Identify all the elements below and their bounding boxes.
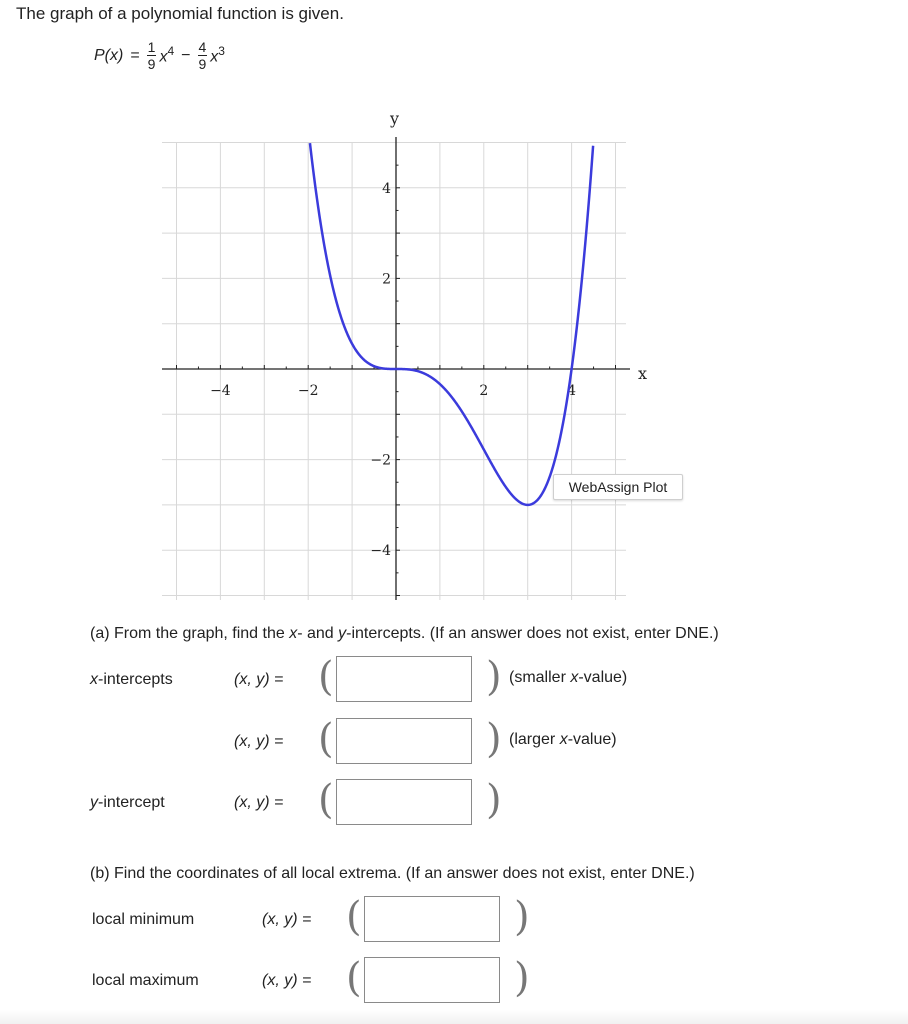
fraction-2-denominator: 9 bbox=[198, 56, 207, 72]
formula-power-4: 4 bbox=[167, 44, 175, 59]
x-tick-label: −2 bbox=[297, 383, 319, 399]
x-intercepts-label-text: -intercepts bbox=[98, 671, 173, 688]
x-tick-label: 2 bbox=[479, 383, 489, 399]
bottom-edge bbox=[0, 1010, 908, 1024]
close-paren-4: ) bbox=[514, 894, 530, 940]
fraction-1-denominator: 9 bbox=[147, 56, 156, 72]
xy-equals-label-2: (x, y) = bbox=[234, 733, 284, 750]
x-intercept-larger-input[interactable] bbox=[336, 718, 472, 764]
xy-equals-label-4: (x, y) = bbox=[262, 911, 312, 928]
open-paren-3: ( bbox=[318, 777, 334, 823]
part-a-var-x: x bbox=[289, 625, 298, 642]
fraction-2 bbox=[198, 40, 208, 71]
local-minimum-input[interactable] bbox=[364, 896, 500, 942]
part-a-suffix: -intercepts. (If an answer does not exist, enter DNE.) bbox=[346, 625, 719, 642]
part-a-prompt bbox=[90, 625, 719, 643]
formula-lhs: P(x) bbox=[94, 46, 124, 64]
y-tick-label: 4 bbox=[382, 180, 391, 197]
part-a-mid: - and bbox=[297, 625, 339, 642]
y-tick-label: −2 bbox=[370, 452, 391, 469]
formula-equals: = bbox=[130, 46, 140, 64]
close-paren-1: ) bbox=[486, 654, 502, 700]
xy-equals-label-3: (x, y) = bbox=[234, 794, 284, 811]
xy-equals-label-1: (x, y) = bbox=[234, 671, 284, 688]
x-tick-label: −4 bbox=[210, 383, 231, 399]
close-paren-2: ) bbox=[486, 716, 502, 762]
note-larger-x-value bbox=[509, 731, 617, 749]
question-intro: The graph of a polynomial function is given. bbox=[16, 4, 344, 23]
close-paren-3: ) bbox=[486, 777, 502, 823]
webassign-plot-tooltip: WebAssign Plot bbox=[553, 474, 683, 500]
x-intercepts-label-var: x bbox=[90, 671, 98, 688]
x-tick-label: 4 bbox=[567, 383, 577, 399]
part-a-var-y: y bbox=[338, 625, 347, 642]
formula-power-3: 3 bbox=[218, 44, 225, 59]
formula-x-1: x bbox=[159, 48, 168, 66]
open-paren-5: ( bbox=[346, 955, 362, 1001]
x-intercept-smaller-input[interactable] bbox=[336, 656, 472, 702]
note-smaller-var: x bbox=[570, 669, 579, 686]
x-intercepts-label bbox=[90, 671, 173, 689]
formula-minus: − bbox=[181, 46, 191, 64]
close-paren-5: ) bbox=[514, 955, 530, 1001]
local-maximum-label: local maximum bbox=[92, 972, 199, 989]
local-maximum-input[interactable] bbox=[364, 957, 500, 1003]
y-intercept-label bbox=[90, 794, 165, 812]
note-larger-post: -value) bbox=[567, 731, 617, 748]
polynomial-graph bbox=[0, 100, 908, 610]
fraction-1-numerator: 1 bbox=[147, 39, 156, 55]
plot-grid bbox=[162, 143, 626, 601]
open-paren-2: ( bbox=[318, 716, 334, 762]
y-intercept-label-text: -intercept bbox=[98, 794, 165, 811]
open-paren-1: ( bbox=[318, 654, 334, 700]
part-a-prefix: (a) From the graph, find the bbox=[90, 625, 290, 642]
part-b-prompt: (b) Find the coordinates of all local extrema. (If an answer does not exist, enter DNE.) bbox=[90, 865, 695, 882]
note-larger-var: x bbox=[559, 731, 568, 748]
xy-equals-label-5: (x, y) = bbox=[262, 972, 312, 989]
note-smaller-x-value bbox=[509, 669, 627, 687]
note-larger-pre: (larger bbox=[509, 731, 560, 748]
y-intercept-label-var: y bbox=[90, 794, 98, 811]
local-minimum-label: local minimum bbox=[92, 911, 195, 928]
y-tick-label: −4 bbox=[370, 543, 391, 560]
x-axis-label: x bbox=[638, 364, 648, 383]
open-paren-4: ( bbox=[346, 894, 362, 940]
formula-x-2: x bbox=[210, 48, 219, 66]
y-intercept-input[interactable] bbox=[336, 779, 472, 825]
y-axis-label: y bbox=[390, 109, 400, 128]
y-tick-label: 2 bbox=[382, 271, 391, 288]
fraction-2-numerator: 4 bbox=[198, 39, 207, 55]
polynomial-formula bbox=[94, 40, 354, 88]
note-smaller-post: -value) bbox=[578, 669, 628, 686]
fraction-1 bbox=[147, 40, 157, 71]
note-smaller-pre: (smaller bbox=[509, 669, 571, 686]
